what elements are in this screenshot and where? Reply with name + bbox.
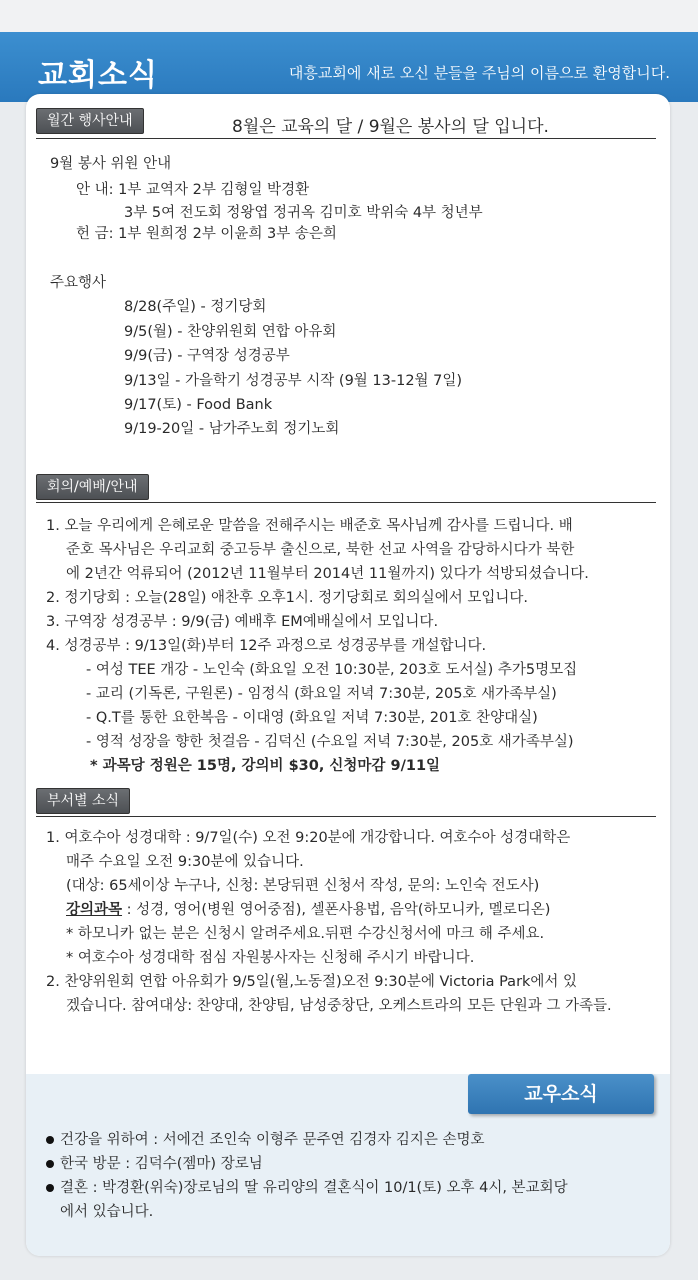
dept-item-1-line-5: * 하모니카 없는 분은 신청시 알려주세요.뒤편 수강신청서에 마크 해 주세요. [66, 926, 545, 942]
event-item: 9/13일 - 가을학기 성경공부 시작 (9월 13-12월 7일) [124, 373, 463, 389]
event-item: 9/9(금) - 구역장 성경공부 [124, 348, 290, 364]
section-tag-departments: 부서별 소식 [36, 788, 130, 814]
member-item: 한국 방문 : 김덕수(젬마) 장로님 [46, 1152, 263, 1173]
page-header [0, 32, 698, 102]
bulletin-card [26, 94, 670, 1256]
event-item: 9/19-20일 - 남가주노회 정기노회 [124, 421, 340, 437]
event-item: 8/28(주일) - 정기당회 [124, 299, 267, 315]
meeting-item-2: 2. 정기당회 : 오늘(28일) 애찬후 오후1시. 정기당회로 회의실에서 모입니다. [46, 590, 528, 606]
members-news-tag: 교우소식 [468, 1074, 654, 1114]
course-item: - 여성 TEE 개강 - 노인숙 (화요일 오전 10:30분, 203호 도서실) 추가5명모집 [86, 662, 578, 678]
service-title: 9월 봉사 위원 안내 [50, 156, 172, 172]
member-item: 결혼 : 박경환(위숙)장로님의 딸 유리양의 결혼식이 10/1(토) 오후 4시, 본교회당 [46, 1176, 568, 1197]
course-item: - 교리 (기독론, 구원론) - 임정식 (화요일 저녁 7:30분, 205호 새가족부실) [86, 686, 557, 702]
member-item-continued: 에서 있습니다. [60, 1204, 154, 1220]
meeting-item-1-line-1: 1. 오늘 우리에게 은혜로운 말씀을 전해주시는 배준호 목사님께 감사를 드립니다. 배 [46, 518, 573, 534]
dept-item-2-line-2: 겠습니다. 참여대상: 찬양대, 찬양팀, 남성중창단, 오케스트라의 모든 단원과 그 가족들. [66, 998, 612, 1014]
bullet-icon [46, 1160, 54, 1168]
usher-line-1: 안 내: 1부 교역자 2부 김형일 박경환 [76, 182, 310, 198]
event-item: 9/5(월) - 찬양위원회 연합 아유회 [124, 324, 337, 340]
course-item: - 영적 성장을 향한 첫걸음 - 김덕신 (수요일 저녁 7:30분, 205호 새가족부실) [86, 734, 574, 750]
bullet-icon [46, 1136, 54, 1144]
section-tag-meetings: 회의/예배/안내 [36, 474, 149, 500]
page-title: 교회소식 [38, 58, 158, 93]
course-note: * 과목당 정원은 15명, 강의비 $30, 신청마감 9/11일 [90, 758, 441, 774]
offering-line: 헌 금: 1부 원희정 2부 이윤희 3부 송은희 [76, 226, 337, 242]
monthly-headline: 8월은 교육의 달 / 9월은 봉사의 달 입니다. [232, 117, 549, 137]
dept-item-1-line-6: * 여호수아 성경대학 점심 자원봉사자는 신청해 주시기 바랍니다. [66, 950, 475, 966]
subjects-text: : 성경, 영어(병원 영어중점), 셀폰사용법, 음악(하모니카, 멜로디온) [122, 902, 551, 918]
usher-line-2: 3부 5여 전도회 정왕엽 정귀옥 김미호 박위숙 4부 청년부 [124, 205, 483, 221]
events-title: 주요행사 [50, 275, 107, 291]
dept-item-1-line-4 [66, 898, 550, 919]
divider [36, 502, 656, 503]
meeting-item-1-line-3: 에 2년간 억류되어 (2012년 11월부터 2014년 11월까지) 있다가 석방되셨습니다. [66, 566, 589, 582]
dept-item-1-line-3: (대상: 65세이상 누구나, 신청: 본당뒤편 신청서 작성, 문의: 노인숙 전도사) [66, 878, 540, 894]
dept-item-1-line-1: 1. 여호수아 성경대학 : 9/7일(수) 오전 9:20분에 개강합니다. 여호수아 성경대학은 [46, 830, 571, 846]
welcome-text: 대흥교회에 새로 오신 분들을 주님의 이름으로 환영합니다. [288, 64, 670, 82]
meeting-item-4: 4. 성경공부 : 9/13일(화)부터 12주 과정으로 성경공부를 개설합니다. [46, 638, 487, 654]
subjects-label: 강의과목 [66, 902, 123, 918]
dept-item-2-line-1: 2. 찬양위원회 연합 아유회가 9/5일(월,노동절)오전 9:30분에 Victoria Park에서 있 [46, 974, 578, 990]
top-strip [0, 0, 698, 32]
section-tag-monthly: 월간 행사안내 [36, 108, 144, 134]
dept-item-1-line-2: 매주 수요일 오전 9:30분에 있습니다. [66, 854, 304, 870]
member-item: 건강을 위하여 : 서에건 조인숙 이형주 문주연 김경자 김지은 손명호 [46, 1128, 485, 1149]
bullet-icon [46, 1184, 54, 1192]
divider [36, 138, 656, 139]
meeting-item-1-line-2: 준호 목사님은 우리교회 중고등부 출신으로, 북한 선교 사역을 감당하시다가 북한 [66, 542, 575, 558]
meeting-item-3: 3. 구역장 성경공부 : 9/9(금) 예배후 EM예배실에서 모입니다. [46, 614, 439, 630]
event-item: 9/17(토) - Food Bank [124, 397, 273, 413]
course-item: - Q.T를 통한 요한복음 - 이대영 (화요일 저녁 7:30분, 201호 찬양대실) [86, 710, 538, 726]
divider [36, 816, 656, 817]
